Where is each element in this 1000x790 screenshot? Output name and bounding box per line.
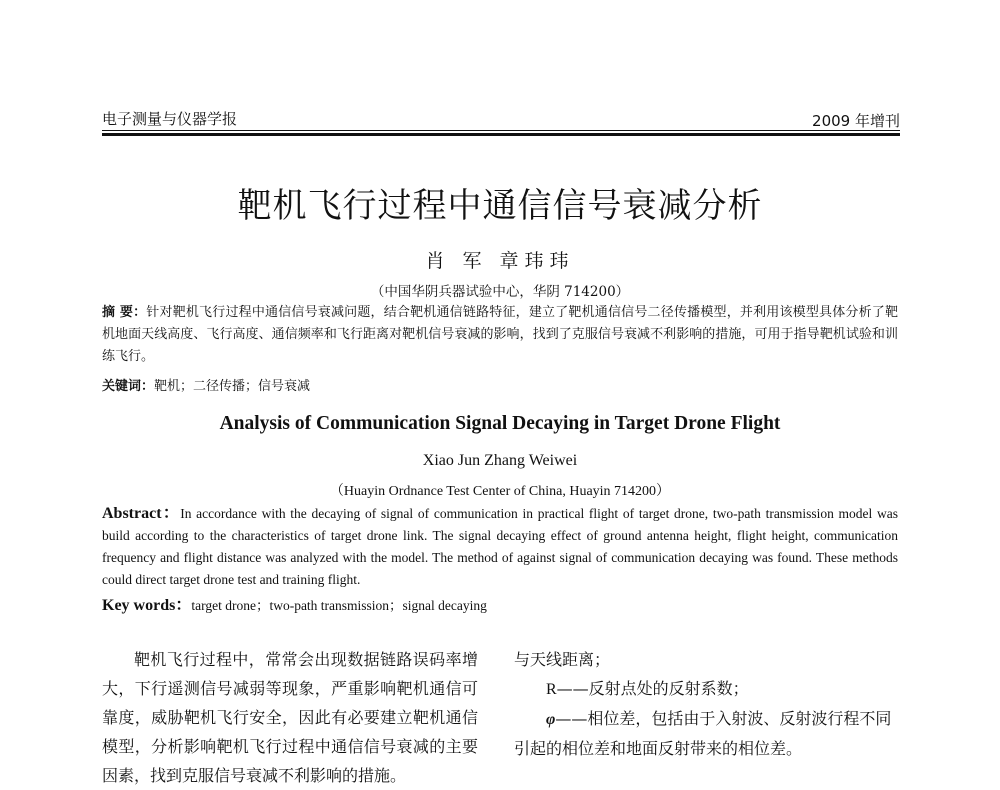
reflection-coefficient-text: ——反射点处的反射系数； — [556, 679, 749, 698]
chinese-keywords — [102, 377, 898, 397]
journal-name: 电子测量与仪器学报 — [102, 110, 238, 128]
english-keywords-text: target drone；two-path transmission；signal decaying — [191, 598, 487, 613]
chinese-affiliation: （中国华阴兵器试验中心，华阴 714200） — [370, 284, 630, 300]
chinese-authors: 肖 军 章玮玮 — [425, 250, 575, 272]
english-authors: Xiao Jun Zhang Weiwei — [422, 452, 578, 469]
header-rule-thick — [102, 133, 900, 136]
symbol-r: R — [546, 681, 557, 698]
chinese-abstract — [102, 302, 898, 368]
body-right-line: 与天线距离； — [514, 650, 611, 669]
chinese-title: 靶机飞行过程中通信信号衰减分析 — [237, 186, 763, 226]
issue-label: 2009 年增刊 — [812, 112, 900, 130]
english-affiliation: （Huayin Ordnance Test Center of China, Huayin 714200） — [329, 484, 671, 499]
english-abstract — [102, 503, 898, 591]
english-keywords-label: Key words： — [102, 597, 192, 614]
phase-difference-text: ——相位差，包括由于入射波、反射波行程不同引起的相位差和地面反射带来的相位差。 — [514, 709, 892, 758]
chinese-abstract-text: 针对靶机飞行过程中通信信号衰减问题，结合靶机通信链路特征，建立了靶机通信信号二径传播模型，并利用该模型具体分析了靶机地面天线高度、飞行高度、通信频率和飞行距离对靶机信号衰减的影响，找到了克服信号衰减不利影响的措施，可用于指导靶机试验和训练飞行。 — [102, 305, 898, 364]
reflection-coefficient-definition — [514, 674, 900, 704]
body-paragraph-intro: 靶机飞行过程中，常常会出现数据链路误码率增大，下行遥测信号减弱等现象，严重影响靶机通信可靠度，威胁靶机飞行安全，因此有必要建立靶机通信模型，分析影响靶机飞行过程中通信信号衰减的主要因素，找到克服信号衰减不利影响的措施。 — [102, 650, 478, 785]
phase-difference-definition — [514, 704, 900, 763]
header-rule-thin — [102, 130, 900, 131]
body-column-left — [102, 645, 478, 785]
body-column-right — [514, 645, 900, 760]
running-head — [102, 104, 900, 130]
english-abstract-text: In accordance with the decaying of signal of communication in practical flight of target drone, two-path transmission model was build according to the characteristics of target drone link. The signal decaying effect of ground antenna height, flight height, communication frequency and flight distance was analyzed with the model. The method of against signal of communication decaying was found. These methods could direct target drone test and training flight. — [102, 506, 898, 587]
symbol-phi: φ — [546, 711, 556, 728]
english-keywords — [102, 595, 898, 617]
chinese-abstract-label: 摘 要： — [102, 305, 147, 320]
english-abstract-label: Abstract： — [102, 505, 181, 522]
chinese-keywords-text: 靶机；二径传播；信号衰减 — [154, 379, 311, 394]
chinese-keywords-label: 关键词： — [102, 379, 155, 394]
english-title: Analysis of Communication Signal Decaying in Target Drone Flight — [219, 413, 781, 434]
